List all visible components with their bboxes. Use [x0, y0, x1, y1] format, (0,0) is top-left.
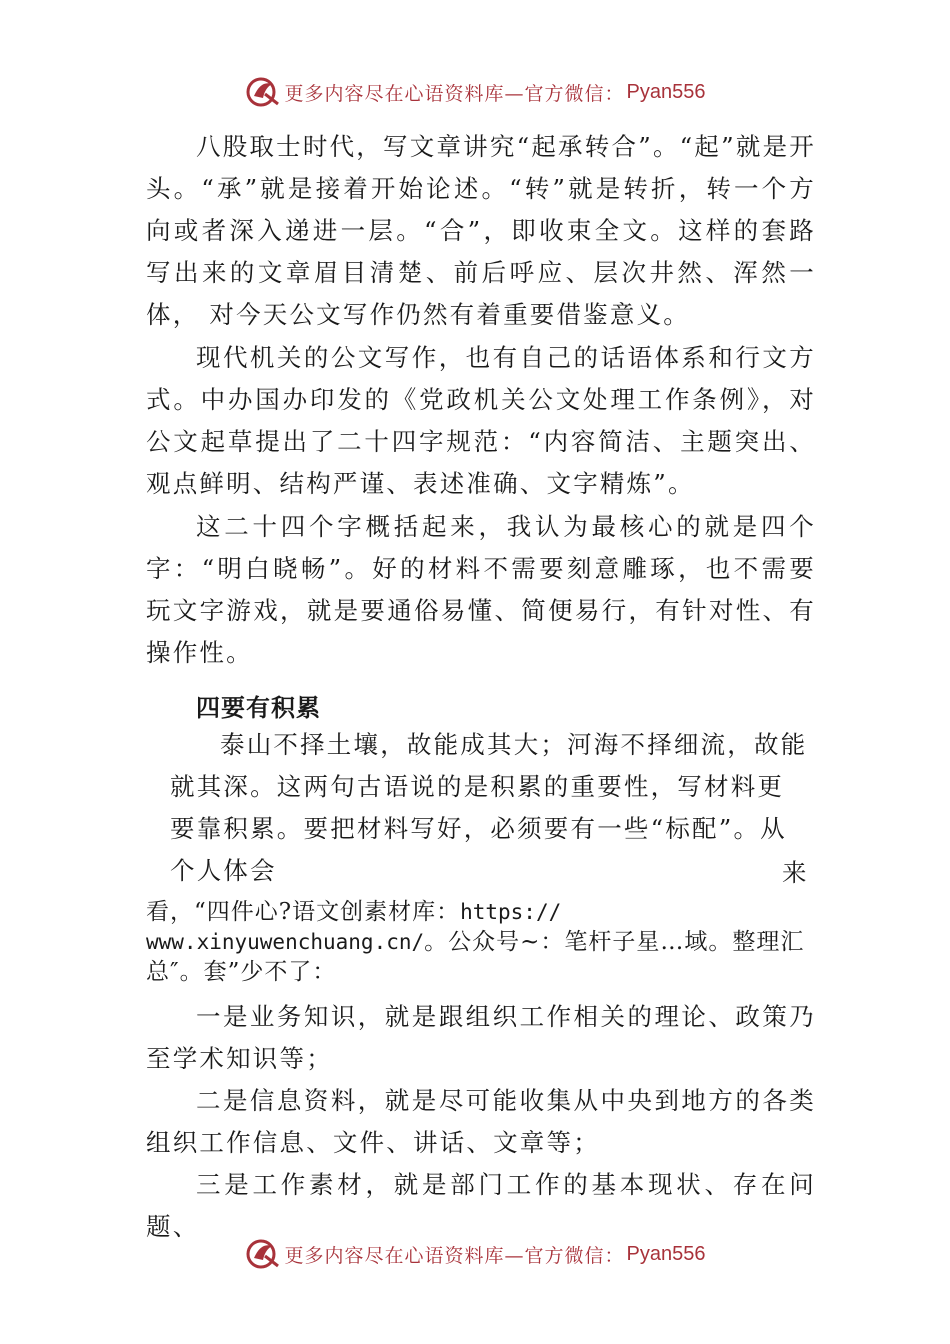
paragraph-2: 现代机关的公文写作，也有自己的话语体系和行文方式。中办国办印发的《党政机关公文处理工作条例》，对公文起草提出了二十四字规范：“内容简洁、主题突出、观点鲜明、结构严谨、表述准确、文字精炼”。 [146, 343, 816, 498]
paragraph-5-rest: 。公众号~：笔杆子星…域。整理汇总″。套”少不了： [146, 929, 805, 985]
header-wechat-id: Pyan556 [626, 80, 706, 103]
header-brand-text: 更多内容尽在心语资料库—官方微信： [284, 82, 625, 105]
list-item-2: 二是信息资料，就是尽可能收集从中央到地方的各类组织工作信息、文件、讲话、文章等； [146, 1086, 816, 1157]
paragraph-5 [146, 897, 836, 987]
list-item-3: 三是工作素材，就是部门工作的基本现状、存在问题、 [146, 1170, 816, 1241]
paragraph-4-tail: 来 [782, 858, 807, 887]
paragraph-4: 泰山不择土壤，故能成其大；河海不择细流，故能就其深。这两句古语说的是积累的重要性，写材料更要靠积累。要把材料写好，必须要有一些“标配”。从个人体会 [170, 730, 808, 885]
footer-banner [0, 1234, 950, 1274]
paragraph-1: 八股取士时代，写文章讲究“起承转合”。“起”就是开头。“承”就是接着开始论述。“转”就是转折，转一个方向或者深入递进一层。“合”，即收束全文。这样的套路写出来的文章眉目清楚、前后呼应、层次井然、浑然一体， 对今天公文写作仍然有着重要借鉴意义。 [146, 132, 816, 329]
list-item-1: 一是业务知识，就是跟组织工作相关的理论、政策乃至学术知识等； [146, 1002, 816, 1073]
footer-brand-text: 更多内容尽在心语资料库—官方微信： [284, 1244, 625, 1267]
header-banner [0, 72, 950, 112]
brand-logo-icon [245, 1236, 281, 1272]
paragraph-3: 这二十四个字概括起来，我认为最核心的就是四个字：“明白晓畅”。好的材料不需要刻意雕琢，也不需要玩文字游戏，就是要通俗易懂、简便易行，有针对性、有操作性。 [146, 512, 816, 667]
brand-logo-icon [245, 74, 281, 110]
footer-wechat-id: Pyan556 [626, 1242, 706, 1265]
section-heading: 四要有积累 [196, 694, 321, 722]
paragraph-5-url-part1: https:// [460, 900, 562, 924]
paragraph-5-url-part2: www.xinyuwenchuang.cn/ [146, 930, 425, 954]
paragraph-5-lead: 看，“四件心?语文创素材库： [146, 899, 461, 925]
